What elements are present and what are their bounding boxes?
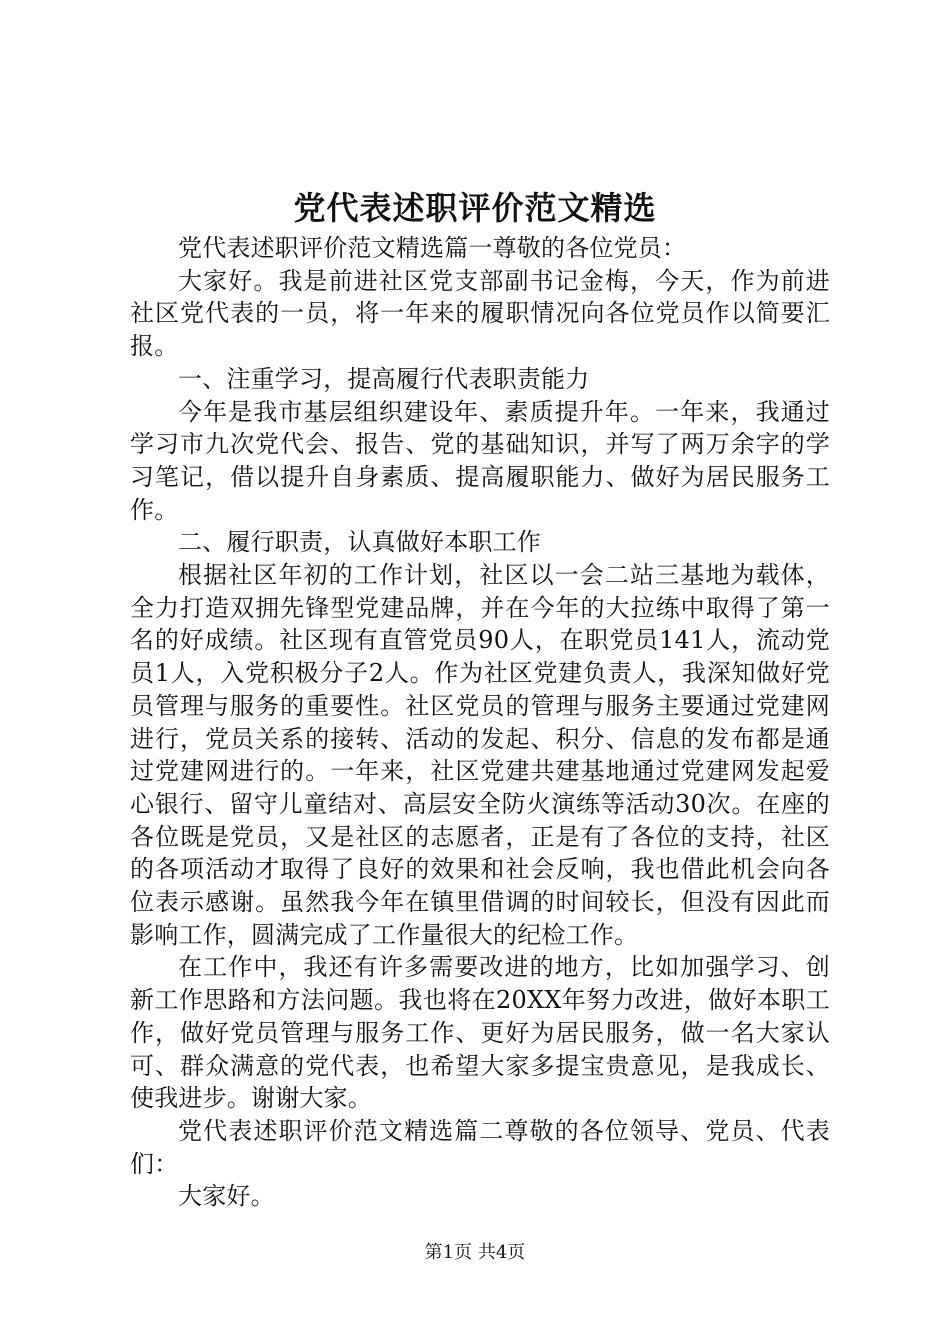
document-body — [130, 232, 830, 1213]
page-footer: 第1页 共4页 — [424, 1242, 526, 1263]
paragraph-duties: 根据社区年初的工作计划，社区以一会二站三基地为载体，全力打造双拥先锋型党建品牌，并在今年的大拉练中取得了第一名的好成绩。社区现有直管党员90人，在职党员141人，流动党员1人，入党积极分子2人。作为社区党建负责人，我深知做好党员管理与服务的重要性。社区党员的管理与服务主要通过党建网进行，党员关系的接转、活动的发起、积分、信息的发布都是通过党建网进行的。一年来，社区党建共建基地通过党建网发起爱心银行、留守儿童结对、高层安全防火演练等活动30次。在座的各位既是党员，又是社区的志愿者，正是有了各位的支持，社区的各项活动才取得了良好的效果和社会反响，我也借此机会向各位表示感谢。虽然我今年在镇里借调的时间较长，但没有因此而影响工作，圆满完成了工作量很大的纪检工作。 — [130, 561, 830, 949]
section-heading-1: 一、注重学习，提高履行代表职责能力 — [178, 364, 590, 393]
document-title: 党代表述职评价范文精选 — [293, 189, 657, 227]
section-heading-2: 二、履行职责，认真做好本职工作 — [178, 528, 541, 557]
paragraph-greeting-1: 党代表述职评价范文精选篇一尊敬的各位党员： — [178, 234, 687, 262]
paragraph-closing: 大家好。 — [178, 1182, 275, 1211]
paragraph-study: 今年是我市基层组织建设年、素质提升年。一年来，我通过学习市九次党代会、报告、党的基础知识，并写了两万余字的学习笔记，借以提升自身素质、提高履职能力、做好为居民服务工作。 — [130, 397, 830, 524]
paragraph-intro: 大家好。我是前进社区党支部副书记金梅，今天，作为前进社区党代表的一员，将一年来的履职情况向各位党员作以简要汇报。 — [130, 266, 830, 361]
paragraph-greeting-2: 党代表述职评价范文精选篇二尊敬的各位领导、党员、代表们： — [130, 1116, 830, 1178]
paragraph-improvement: 在工作中，我还有许多需要改进的地方，比如加强学习、创新工作思路和方法问题。我也将在20XX年努力改进，做好本职工作，做好党员管理与服务工作、更好为居民服务，做一名大家认可、群众满意的党代表，也希望大家多提宝贵意见，是我成长、使我进步。谢谢大家。 — [130, 953, 830, 1113]
